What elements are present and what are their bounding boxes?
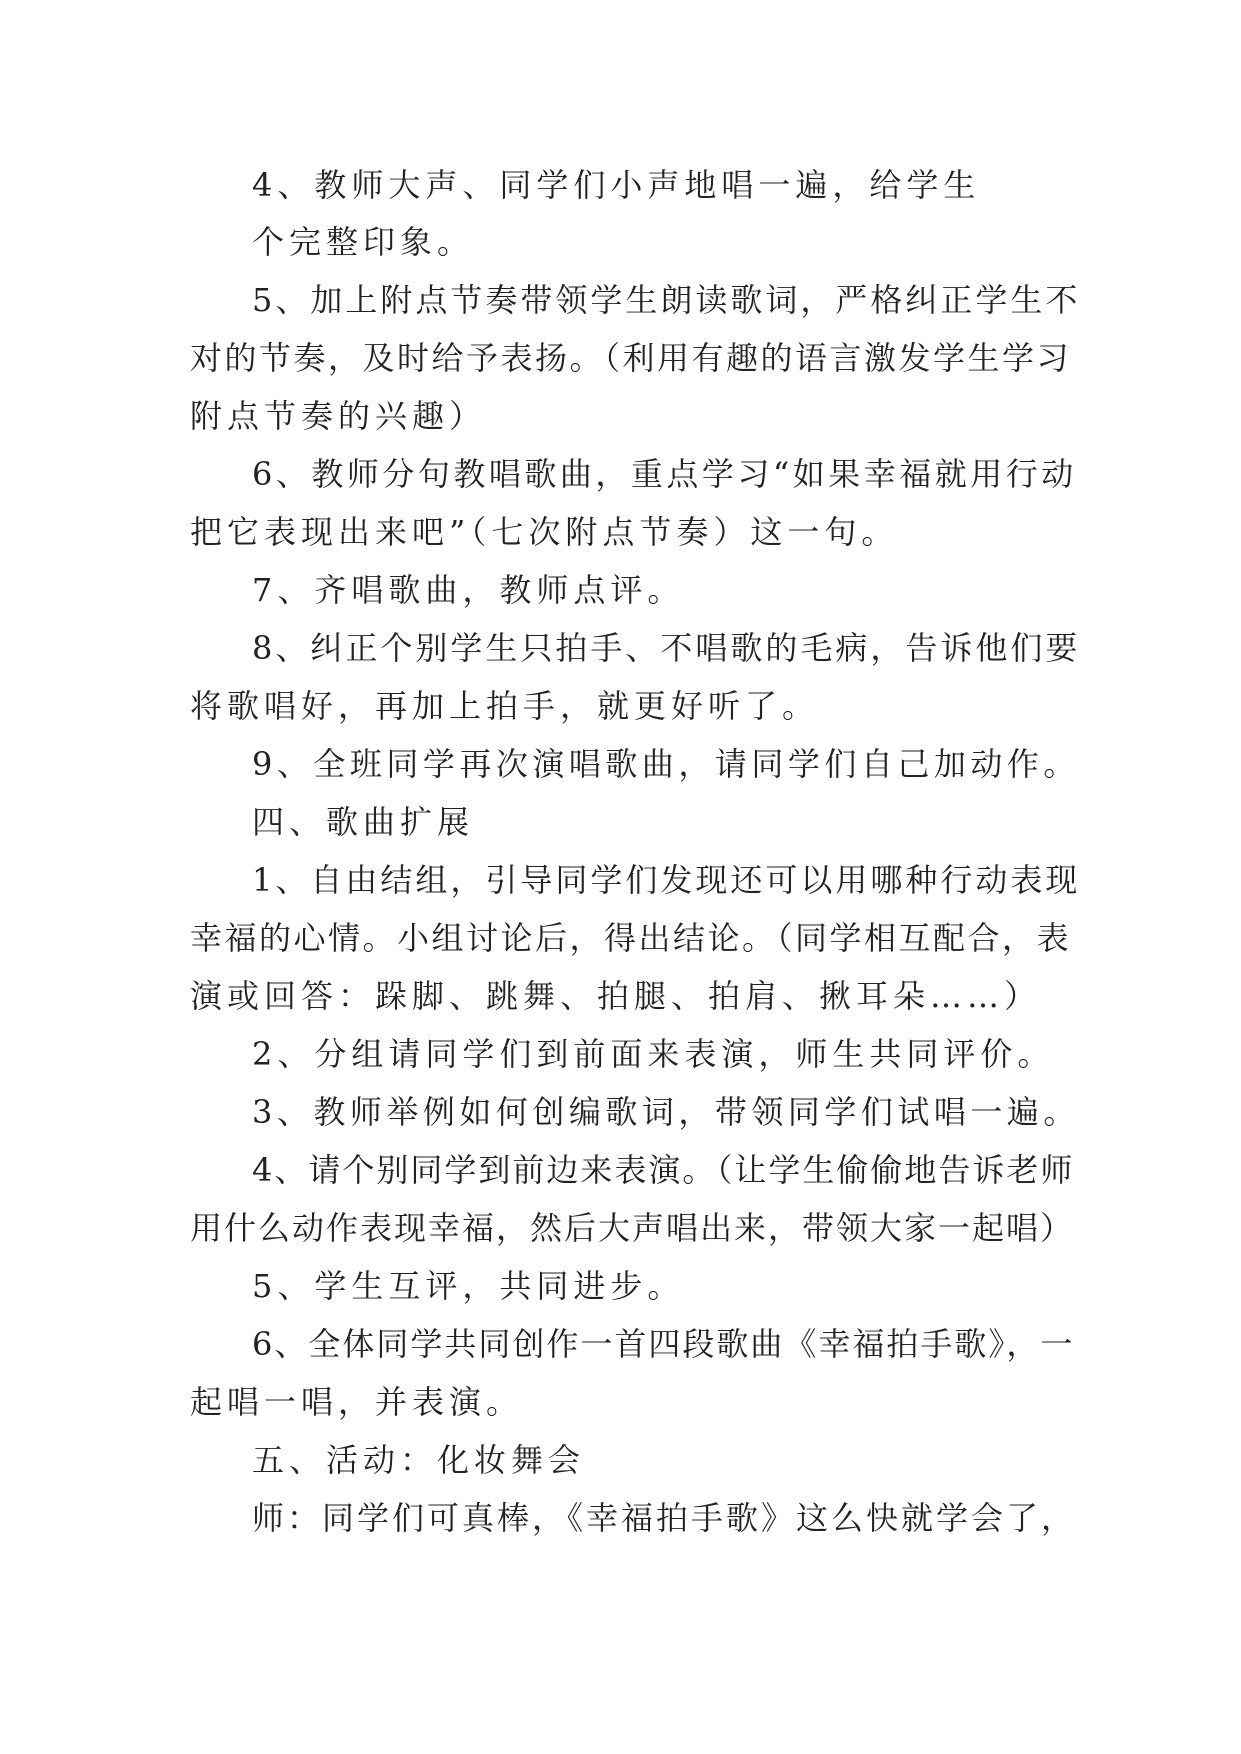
text-line: 9、全班同学再次演唱歌曲，请同学们自己加动作。 [252, 745, 1080, 783]
section-heading: 四、歌曲扩展 [252, 803, 475, 841]
text-line: 用什么动作表现幸福，然后大声唱出来，带领大家一起唱） [190, 1209, 1075, 1247]
text-line: 师：同学们可真棒，《幸福拍手歌》这么快就学会了， [252, 1499, 1077, 1537]
text-line: 6、教师分句教唱歌曲，重点学习“如果幸福就用行动 [252, 455, 1077, 493]
text-line: 2、分组请同学们到前面来表演，师生共同评价。 [252, 1035, 1055, 1073]
text-line: 7、齐唱歌曲，教师点评。 [252, 571, 685, 609]
text-line: 8、纠正个别学生只拍手、不唱歌的毛病，告诉他们要 [252, 629, 1081, 667]
section-heading: 五、活动：化妆舞会 [252, 1441, 586, 1479]
text-line: 把它表现出来吧”（七次附点节奏）这一句。 [190, 513, 899, 551]
text-line: 将歌唱好，再加上拍手，就更好听了。 [190, 687, 820, 725]
text-line: 3、教师举例如何创编歌词，带领同学们试唱一遍。 [252, 1093, 1080, 1131]
text-line: 5、学生互评，共同进步。 [252, 1267, 685, 1305]
text-line: 5、加上附点节奏带领学生朗读歌词，严格纠正学生不 [252, 281, 1081, 319]
text-line: 幸福的心情。小组讨论后，得出结论。（同学相互配合，表 [190, 919, 1072, 957]
text-line: 起唱一唱，并表演。 [190, 1383, 524, 1421]
text-line: 1、自由结组，引导同学们发现还可以用哪种行动表现 [252, 861, 1081, 899]
text-line: 4、请个别同学到前边来表演。（让学生偷偷地告诉老师 [252, 1151, 1075, 1189]
text-line: 附点节奏的兴趣） [190, 397, 487, 435]
text-line: 演或回答：跺脚、跳舞、拍腿、拍肩、揪耳朵……） [190, 977, 1042, 1015]
text-line: 对的节奏，及时给予表扬。（利用有趣的语言激发学生学习 [190, 339, 1072, 377]
text-line: 4、教师大声、同学们小声地唱一遍，给学生 [252, 166, 981, 204]
text-line: 6、全体同学共同创作一首四段歌曲《幸福拍手歌》，一 [252, 1325, 1075, 1363]
text-line: 个完整印象。 [252, 223, 475, 261]
